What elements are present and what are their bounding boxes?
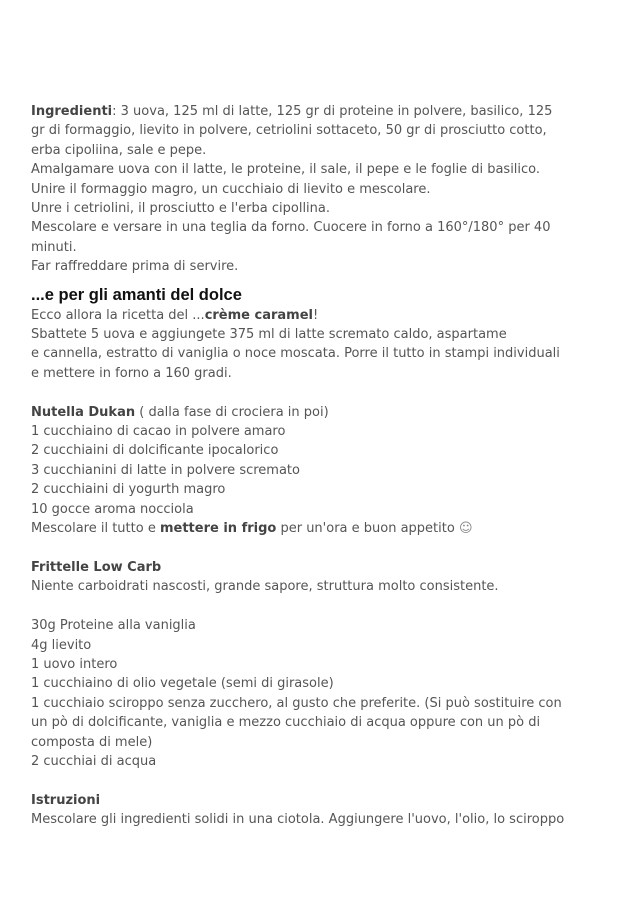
nutella-item: 2 cucchiaini di dolcificante ipocalorico bbox=[31, 443, 279, 459]
nutella-item: 3 cucchianini di latte in polvere scremato bbox=[31, 462, 300, 478]
frittelle-title-text: Frittelle Low Carb bbox=[31, 559, 162, 575]
ingredients-text: : 3 uova, 125 ml di latte, 125 gr di proteine in polvere, basilico, 125 bbox=[112, 104, 553, 119]
nutella-final-end: per un'ora e buon appetito bbox=[276, 521, 459, 537]
istruzioni-title-text: Istruzioni bbox=[31, 792, 101, 808]
dolce-line-2: Sbattete 5 uova e aggiungete 375 ml di latte scremato caldo, aspartame bbox=[31, 327, 507, 343]
creme-caramel-label: crème caramel bbox=[204, 307, 313, 323]
ingredients-line-2: gr di formaggio, lievito in polvere, cetriolini sottaceto, 50 gr di prosciutto cotto, bbox=[31, 123, 547, 139]
frittelle-item: composta di mele) bbox=[31, 734, 153, 750]
dolce-line-4: e mettere in forno a 160 gradi. bbox=[31, 365, 232, 381]
nutella-item: 10 gocce aroma nocciola bbox=[31, 501, 194, 517]
nutella-final-line bbox=[31, 519, 616, 538]
frittelle-title bbox=[31, 558, 616, 577]
dolce-line-3: e cannella, estratto di vaniglia o noce moscata. Porre il tutto in stampi individuali bbox=[31, 346, 560, 362]
instructions-line-4: Mescolare e versare in una teglia da forno. Cuocere in forno a 160°/180° per 40 bbox=[31, 220, 551, 236]
frittelle-item: 4g lievito bbox=[31, 637, 92, 653]
nutella-title-line bbox=[31, 403, 616, 422]
nutella-item: 1 cucchiaino di cacao in polvere amaro bbox=[31, 424, 286, 440]
dolce-intro-text: Ecco allora la ricetta del ... bbox=[31, 307, 205, 323]
nutella-title-suffix: ( dalla fase di crociera in poi) bbox=[135, 404, 329, 420]
frittelle-item: 1 cucchiaio sciroppo senza zucchero, al gusto che preferite. (Si può sostituire con bbox=[31, 695, 562, 711]
frittelle-item: un pò di dolcificante, vaniglia e mezzo cucchiaio di acqua oppure con un pò di bbox=[31, 715, 541, 731]
ingredients-line-1 bbox=[31, 102, 616, 121]
istruzioni-title bbox=[31, 791, 616, 810]
dolce-intro bbox=[31, 306, 616, 325]
nutella-title: Nutella Dukan bbox=[31, 404, 136, 420]
frittelle-item: 2 cucchiai di acqua bbox=[31, 753, 157, 769]
nutella-final-text: Mescolare il tutto e bbox=[31, 521, 160, 537]
ingredients-label: Ingredienti bbox=[31, 104, 113, 119]
frittelle-item: 1 uovo intero bbox=[31, 656, 118, 672]
istruzioni-line-1: Mescolare gli ingredienti solidi in una ciotola. Aggiungere l'uovo, l'olio, lo sciroppo bbox=[31, 812, 565, 828]
dolce-heading: ...e per gli amanti del dolce bbox=[31, 285, 242, 304]
instructions-line-5: minuti. bbox=[31, 239, 77, 255]
frittelle-item: 1 cucchiaino di olio vegetale (semi di girasole) bbox=[31, 676, 334, 692]
nutella-final-bold: mettere in frigo bbox=[159, 521, 277, 537]
instructions-line-1: Amalgamare uova con il latte, le proteine, il sale, il pepe e le foglie di basilico. bbox=[31, 162, 541, 178]
ingredients-line-3: erba cipoliina, sale e pepe. bbox=[31, 142, 207, 158]
smiley-icon: ☺ bbox=[458, 521, 473, 537]
instructions-line-3: Unre i cetriolini, il prosciutto e l'erba cipollina. bbox=[31, 201, 330, 217]
dolce-intro-end: ! bbox=[313, 307, 319, 323]
recipe-document bbox=[31, 102, 616, 830]
frittelle-subtitle: Niente carboidrati nascosti, grande sapore, struttura molto consistente. bbox=[31, 579, 499, 595]
instructions-line-6: Far raffreddare prima di servire. bbox=[31, 259, 239, 275]
frittelle-item: 30g Proteine alla vaniglia bbox=[31, 618, 196, 634]
nutella-item: 2 cucchiaini di yogurth magro bbox=[31, 482, 226, 498]
instructions-line-2: Unire il formaggio magro, un cucchiaio di lievito e mescolare. bbox=[31, 181, 431, 197]
